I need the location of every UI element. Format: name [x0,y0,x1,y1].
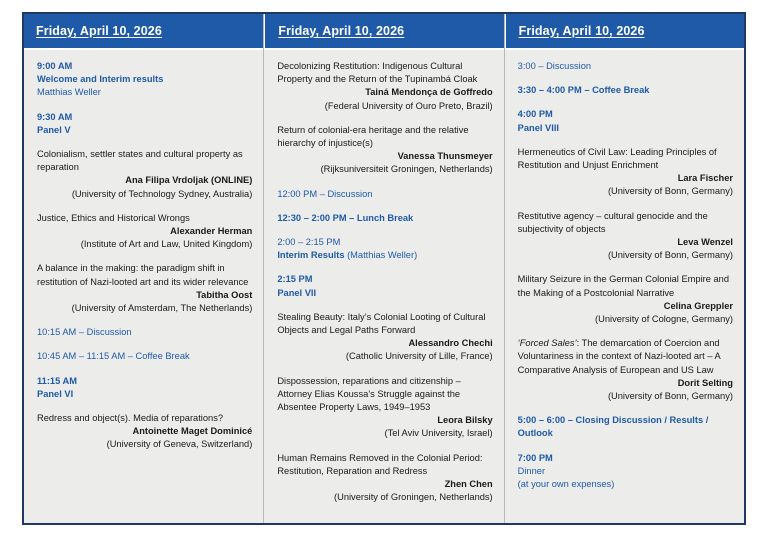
schedule-line: Panel V [37,124,71,135]
schedule-line: 9:00 AM [37,61,73,71]
schedule-line: Leva Wenzel [677,237,733,248]
schedule-line: Matthias Weller [37,87,101,98]
bold-text: Interim Results [277,250,345,261]
schedule-line: Antoinette Maget Dominicé [132,426,253,437]
schedule-entry [37,60,252,100]
schedule-line: Panel VIII [517,122,559,133]
day-column-3 [504,14,744,523]
schedule-line: 3:30 – 4:00 PM – Coffee Break [517,85,650,96]
schedule-line: 11:15 AM [37,375,77,386]
schedule-line: Zhen Chen [444,479,493,490]
schedule-line: 10:15 AM – Discussion [37,327,132,338]
schedule-line: Justice, Ethics and Historical Wrongs [37,212,190,223]
schedule-line: (University of Geneva, Switzerland) [106,439,253,450]
schedule-line: (at your own expenses) [517,479,615,490]
schedule-entry [518,84,733,97]
schedule-entry [37,412,252,452]
schedule-line: A balance in the making: the paradigm shift in restitution of Nazi-looted art and its wider relevance [37,263,249,287]
day-column-2 [263,14,503,523]
schedule-line: Lara Fischer [677,173,733,184]
schedule-line: Restitutive agency – cultural genocide and the subjectivity of objects [517,210,708,234]
schedule-entry [37,212,252,252]
schedule-line: 7:00 PM [517,452,553,463]
schedule-entry [518,210,733,263]
schedule-entry [37,148,252,201]
schedule-line: Colonialism, settler states and cultural property as reparation [37,149,243,173]
column-header-2 [263,14,503,50]
day-column-1 [24,14,263,523]
schedule-line: Alexander Herman [170,226,253,237]
schedule-line: Panel VII [277,287,317,298]
schedule-line: Return of colonial-era heritage and the relative hierarchy of injustice(s) [277,124,469,149]
schedule-line [277,249,492,262]
column-header-title: Friday, April 10, 2026 [36,24,162,38]
schedule-line: (University of Groningen, Netherlands) [334,492,493,503]
schedule-entry [277,188,492,201]
column-body-3 [505,50,744,523]
schedule-entry [277,236,492,262]
schedule-entry [518,337,733,403]
schedule-line: Decolonizing Restitution: Indigenous Cultural Property and the Return of the Tupinambá Cloak [277,61,478,85]
schedule-entry [277,273,492,299]
schedule-line: Tabitha Oost [196,289,253,300]
schedule-entry [518,414,733,440]
schedule-line: Tainá Mendonça de Goffredo [365,87,493,98]
schedule-line: (Catholic University of Lille, France) [345,351,493,362]
schedule-entry [518,273,733,326]
schedule-line: ‘Forced Sales’: The demarcation of Coercion and Voluntariness in the context of Nazi-looted art – A Comparative Analysis of European and US Law [517,338,721,375]
schedule-entry [277,60,492,113]
schedule-line: (Tel Aviv University, Israel) [384,428,493,439]
schedule-line: Redress and object(s). Media of reparations? [37,413,224,424]
column-header-3 [504,14,744,50]
schedule-line: 12:30 – 2:00 PM – Lunch Break [277,212,414,223]
schedule-line: Dorit Selting [677,377,733,388]
schedule-line: Leora Bilsky [437,415,493,426]
schedule-line: 4:00 PM [517,109,553,120]
conference-schedule-board [22,12,746,525]
column-body-1 [24,50,263,523]
schedule-line: Human Remains Removed in the Colonial Period: Restitution, Reparation and Redress [277,452,483,476]
column-header-title: Friday, April 10, 2026 [278,24,405,38]
schedule-line: Stealing Beauty: Italy’s Colonial Looting of Cultural Objects and Legal Paths Forward [277,311,486,336]
schedule-line: Hermeneutics of Civil Law: Leading Principles of Restitution and Unjust Enrichment [517,146,717,171]
schedule-line: (University of Bonn, Germany) [607,186,733,197]
schedule-entry [277,212,492,225]
schedule-line: Ana Filipa Vrdoljak (ONLINE) [125,175,253,186]
emphasis-text: ‘Forced Sales’ [517,338,577,349]
schedule-line: (Institute of Art and Law, United Kingdom) [80,239,253,250]
column-header-title: Friday, April 10, 2026 [518,24,645,38]
schedule-line: (University of Bonn, Germany) [607,391,733,402]
schedule-entry [277,311,492,364]
schedule-line: (Rijksuniversiteit Groningen, Netherlands) [320,164,493,175]
column-header-1 [24,14,263,50]
schedule-line: Dispossession, reparations and citizenship – Attorney Elias Koussa’s Struggle against the Absentee Property Laws, 1949–1953 [277,375,461,413]
schedule-entry [518,108,733,134]
schedule-line: 2:15 PM [277,274,313,285]
schedule-line: Vanessa Thunsmeyer [397,151,493,162]
schedule-entry [518,146,733,199]
schedule-line: Dinner [517,465,546,476]
schedule-line: (University of Bonn, Germany) [607,250,733,261]
schedule-line: (Federal University of Ouro Preto, Brazil) [324,100,493,111]
schedule-entry [277,124,492,177]
schedule-line: Celina Greppler [663,300,733,311]
schedule-line: Welcome and Interim results [37,74,164,85]
schedule-entry [277,452,492,505]
schedule-line: 5:00 – 6:00 – Closing Discussion / Results / Outlook [517,415,709,439]
schedule-entry [37,375,252,401]
schedule-line: 3:00 – Discussion [517,61,592,71]
schedule-line: (University of Amsterdam, The Netherlands) [71,303,253,314]
schedule-line: Panel VI [37,388,74,399]
schedule-entry [518,60,733,73]
schedule-line: Military Seizure in the German Colonial Empire and the Making of a Postcolonial Narrative [517,274,729,298]
schedule-entry [277,375,492,441]
schedule-line: 12:00 PM – Discussion [277,188,373,199]
schedule-entry [37,326,252,339]
schedule-line: 9:30 AM [37,111,73,122]
schedule-line: 2:00 – 2:15 PM [277,237,341,248]
schedule-line: Alessandro Chechi [408,338,493,349]
column-body-2 [264,50,503,523]
plain-text: (Matthias Weller) [344,250,418,261]
schedule-line: (University of Cologne, Germany) [595,314,733,325]
schedule-line: 10:45 AM – 11:15 AM – Coffee Break [37,351,190,362]
schedule-entry [37,350,252,363]
schedule-entry [37,111,252,137]
schedule-entry [37,262,252,315]
schedule-entry [518,452,733,492]
schedule-line: (University of Technology Sydney, Australia) [71,188,253,199]
